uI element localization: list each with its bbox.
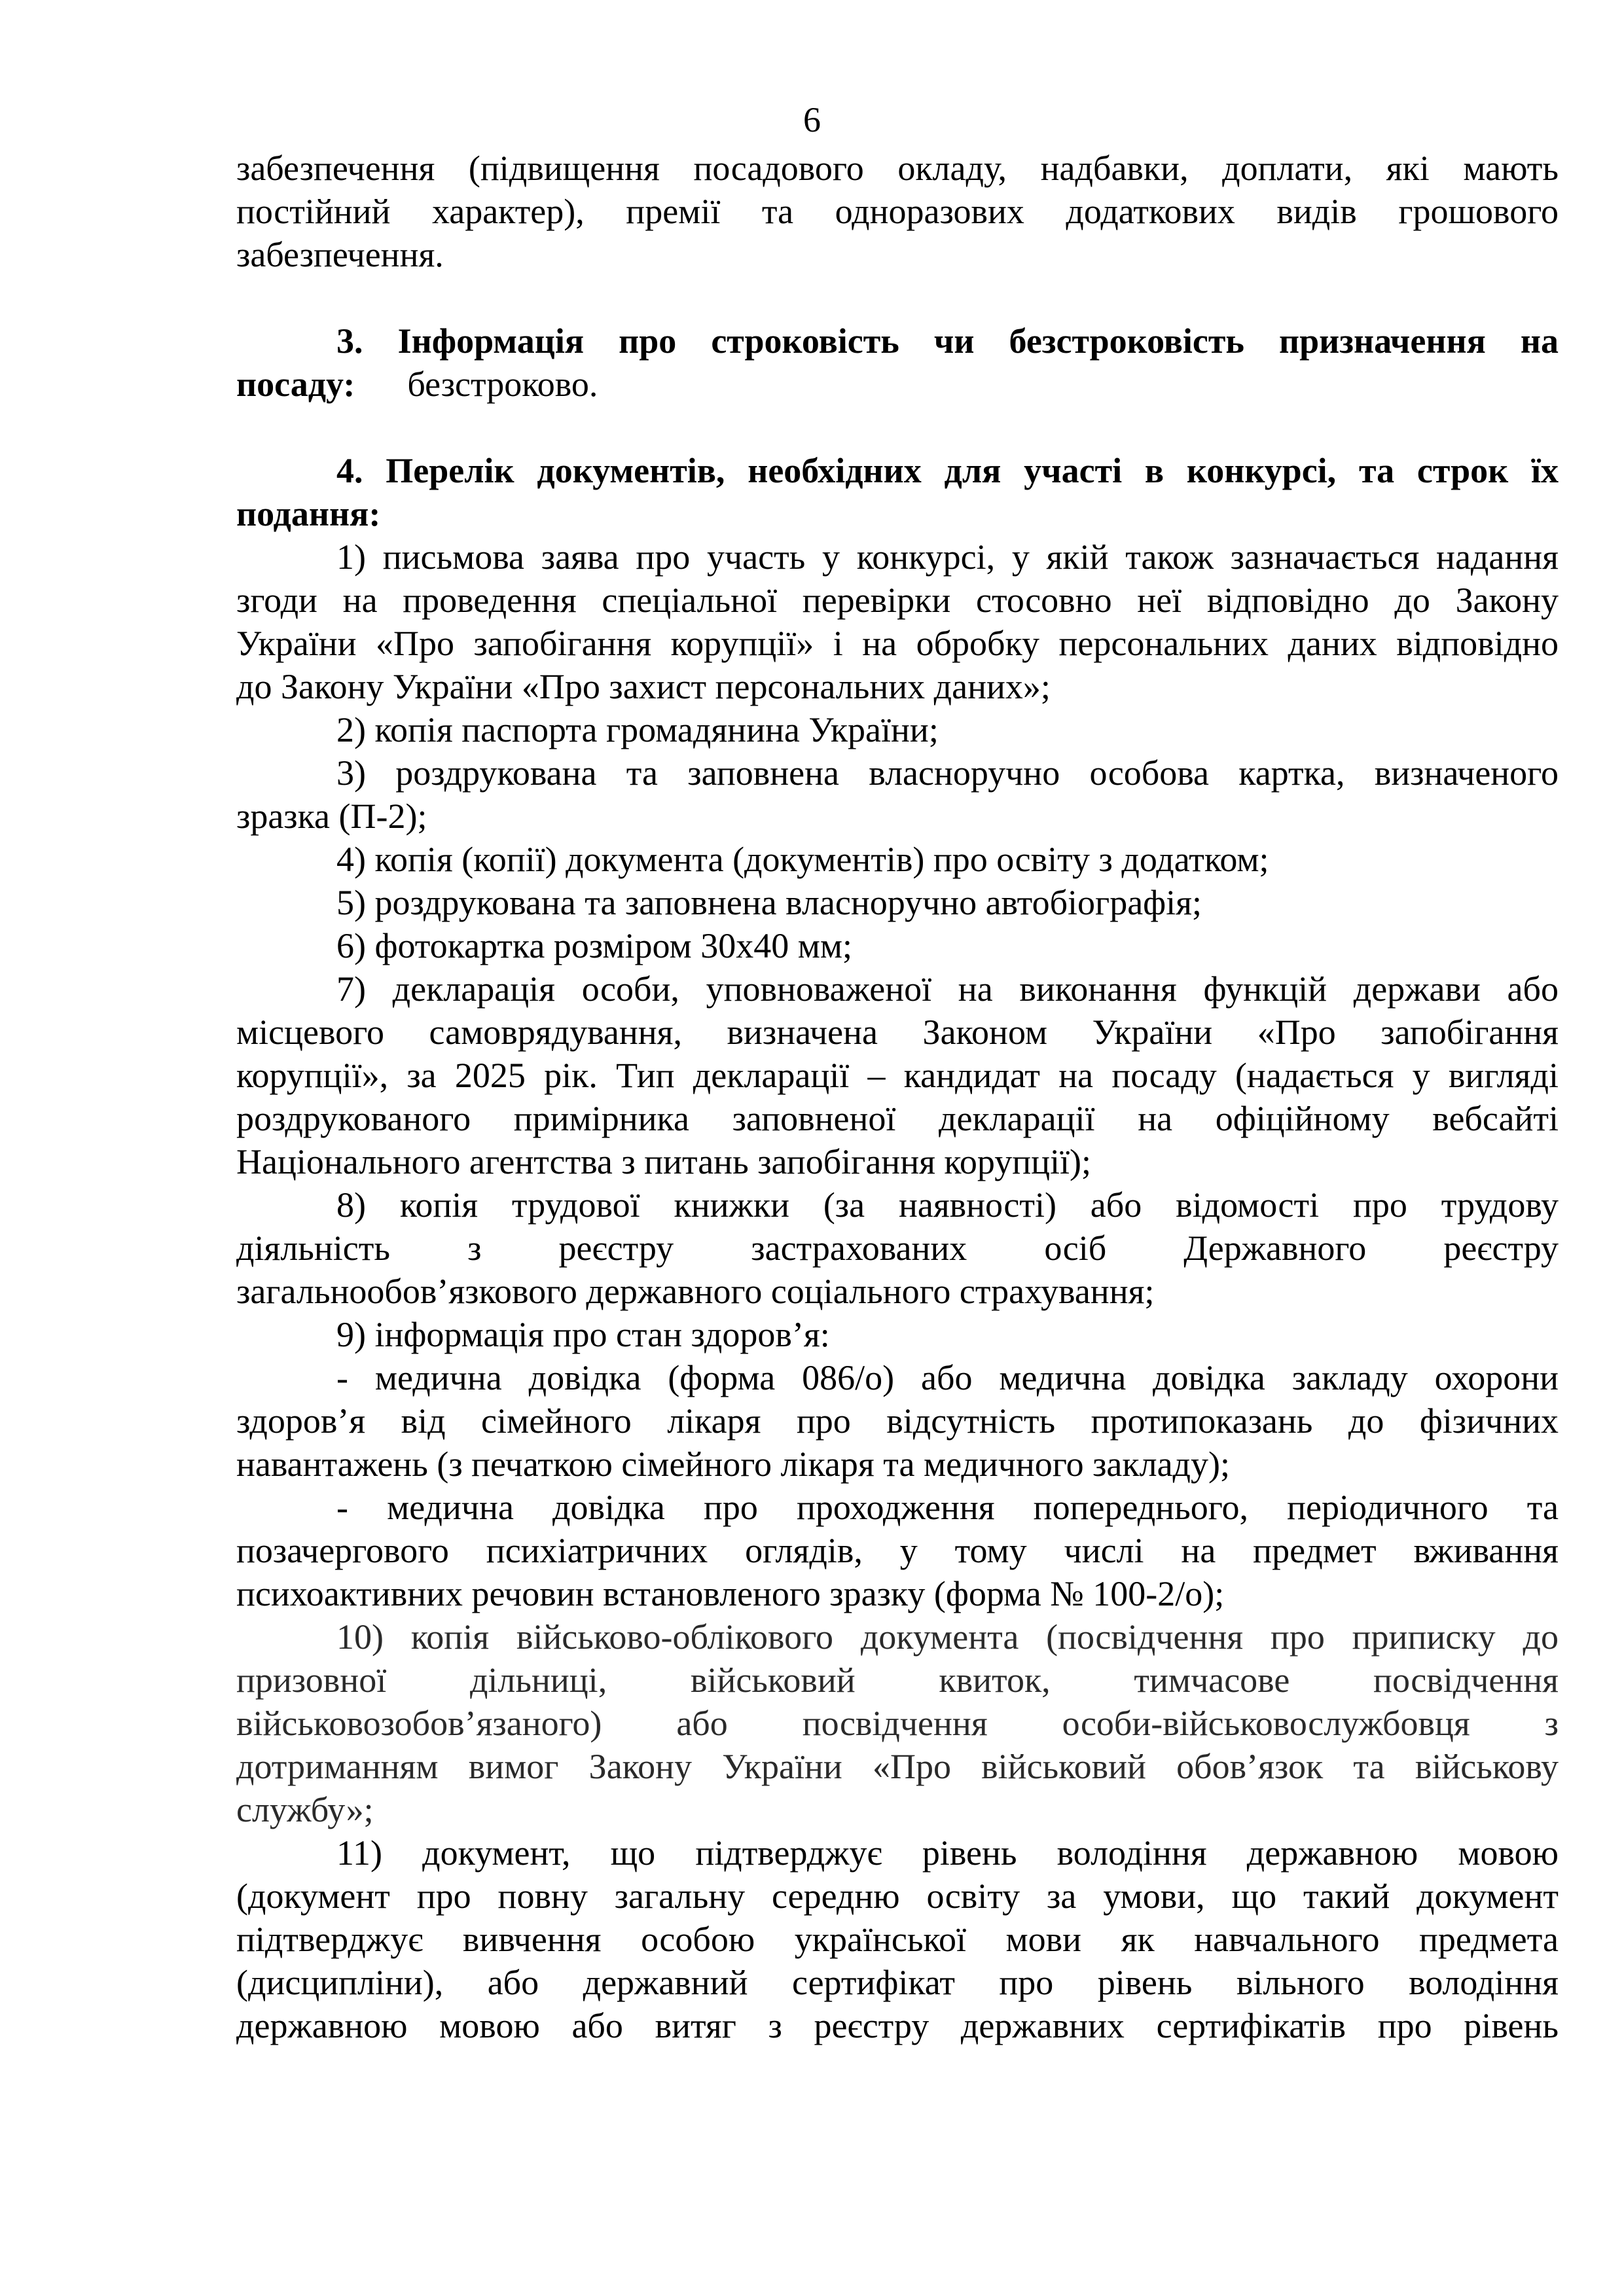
list-item-line: зразка (П-2); [236,797,427,836]
list-item [236,1486,1559,1615]
intro-line: забезпечення (підвищення посадового окладу, надбавки, доплати, які мають [236,149,1559,188]
list-item-line: Національного агентства з питань запобігання корупції); [236,1142,1091,1181]
section-4-heading-line: 4. Перелік документів, необхідних для участі в конкурсі, та строк їх [336,451,1559,490]
list-item [236,708,1559,751]
list-item-line: - медична довідка (форма 086/о) або медична довідка закладу охорони [336,1358,1559,1397]
list-item [236,1831,1559,2047]
list-item [236,1313,1559,1356]
list-item-line: 1) письмова заява про участь у конкурсі, у якій також зазначається надання [336,537,1559,577]
intro-line: постійний характер), премії та одноразових додаткових видів грошового [236,192,1559,231]
list-item-line: 7) декларація особи, уповноваженої на виконання функцій держави або [336,969,1559,1009]
list-item-line: 8) копія трудової книжки (за наявності) або відомості про трудову [336,1185,1559,1225]
document-body [236,147,1559,2047]
list-item [236,535,1559,708]
list-item-line: 6) фотокартка розміром 30х40 мм; [336,926,853,965]
list-item-line: 4) копія (копії) документа (документів) про освіту з додатком; [336,840,1269,879]
section-4-heading-line: подання: [236,494,381,533]
section-4-heading [236,449,1559,535]
list-item-line: згоди на проведення спеціальної перевірки стосовно неї відповідно до Закону [236,581,1559,620]
list-item [236,924,1559,967]
documents-list [236,535,1559,2047]
list-item-line: 3) роздрукована та заповнена власноручно особова картка, визначеного [336,753,1559,793]
list-item-line: (документ про повну загальну середню освіту за умови, що такий документ [236,1876,1559,1916]
list-item [236,751,1559,838]
list-item-line: здоров’я від сімейного лікаря про відсутність протипоказань до фізичних [236,1401,1559,1441]
page-number: 6 [803,100,821,139]
list-item [236,1615,1559,1831]
list-item-line: 5) роздрукована та заповнена власноручно автобіографія; [336,883,1202,922]
list-item-line: 9) інформація про стан здоров’я: [336,1315,830,1354]
list-item-line: державною мовою або витяг з реєстру державних сертифікатів про рівень [236,2006,1559,2045]
list-item-line: навантажень (з печаткою сімейного лікаря та медичного закладу); [236,1444,1231,1484]
intro-line: забезпечення. [236,235,444,274]
list-item-line: психоактивних речовин встановленого зразку (форма № 100-2/о); [236,1574,1225,1613]
section-3-heading-label: посаду: [236,365,355,404]
list-item-line: місцевого самоврядування, визначена Законом України «Про запобігання [236,1013,1559,1052]
list-item-line: військовозобов’язаного) або посвідчення особи-військовослужбовця з [236,1704,1559,1743]
list-item-line: - медична довідка про проходження попереднього, періодичного та [336,1488,1559,1527]
list-item-line: до Закону України «Про захист персональних даних»; [236,667,1051,706]
list-item [236,881,1559,924]
list-item [236,1356,1559,1486]
list-item [236,838,1559,881]
appointment-term-value: безстроково. [407,365,598,404]
list-item-line: діяльність з реєстру застрахованих осіб Державного реєстру [236,1229,1559,1268]
list-item-line: призовної дільниці, військовий квиток, тимчасове посвідчення [236,1660,1559,1700]
blank-line [236,406,1559,449]
list-item-line: 10) копія військово-облікового документа (посвідчення про приписку до [336,1617,1559,1657]
list-item-line: корупції», за 2025 рік. Тип декларації – кандидат на посаду (надається у вигляді [236,1056,1559,1095]
section-3-heading [236,319,1559,363]
list-item-line: дотриманням вимог Закону України «Про військовий обов’язок та військову [236,1747,1559,1786]
section-3-heading-tail [236,363,1559,406]
list-item-line: України «Про запобігання корупції» і на обробку персональних даних відповідно [236,624,1559,663]
intro-paragraph [236,147,1559,276]
list-item-line: роздрукованого примірника заповненої декларації на офіційному вебсайті [236,1099,1559,1138]
list-item-line: 11) документ, що підтверджує рівень володіння державною мовою [336,1833,1559,1873]
list-item [236,967,1559,1183]
list-item-line: (дисципліни), або державний сертифікат про рівень вільного володіння [236,1963,1559,2002]
list-item-line: підтверджує вивчення особою української мови як навчального предмета [236,1920,1559,1959]
list-item-line: 2) копія паспорта громадянина України; [336,710,939,749]
blank-line [236,276,1559,319]
list-item-line: загальнообов’язкового державного соціального страхування; [236,1272,1155,1311]
list-item-line: позачергового психіатричних оглядів, у тому числі на предмет вживання [236,1531,1559,1570]
list-item-line: службу»; [236,1790,374,1829]
section-3-heading-line: 3. Інформація про строковість чи безстроковість призначення на [336,321,1559,361]
list-item [236,1183,1559,1313]
